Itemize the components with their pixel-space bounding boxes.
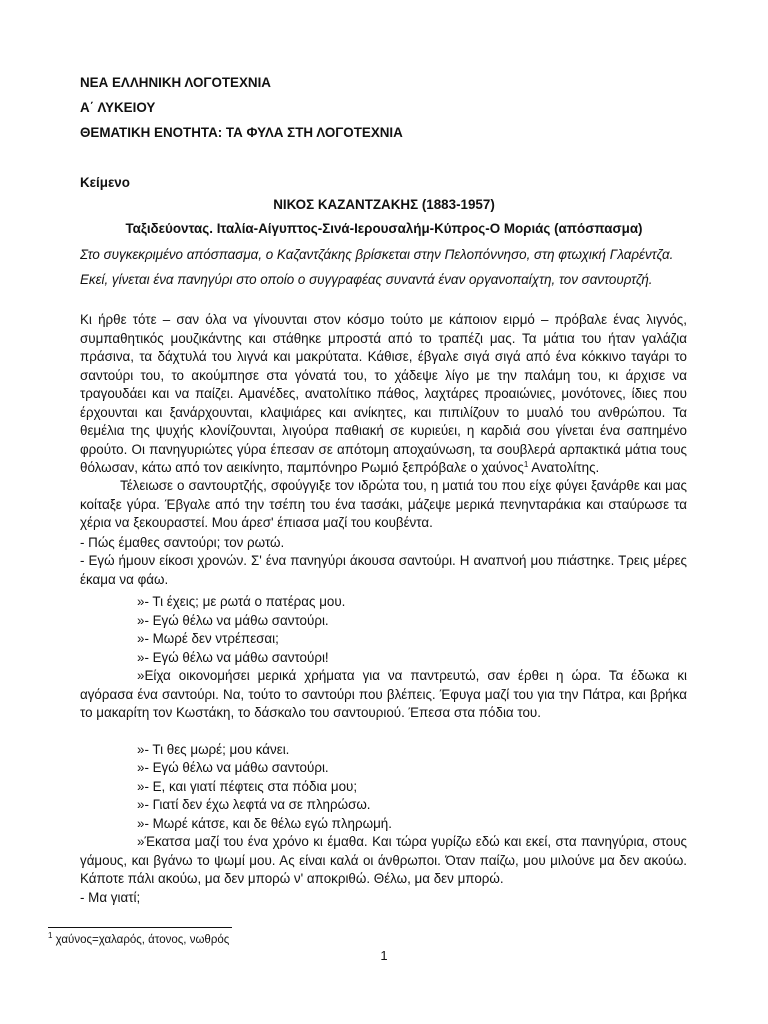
footnote [48, 933, 229, 947]
quote-line: »- Εγώ θέλω να μάθω σαντούρι. [137, 613, 329, 628]
quote-line: »- Μωρέ κάτσε, και δε θέλω εγώ πληρωμή. [137, 816, 392, 831]
quote-line: »- Γιατί δεν έχω λεφτά να σε πληρώσω. [137, 797, 371, 812]
section-label: Κείμενο [80, 175, 130, 190]
footnote-divider [48, 927, 232, 928]
quote-line: »- Εγώ θέλω να μάθω σαντούρι. [137, 760, 329, 775]
quote-line: »- Μωρέ δεν ντρέπεσαι; [137, 631, 279, 646]
paragraph-3: »Είχα οικονομήσει μερικά χρήματα για να παντρευτώ, σαν έρθει η ώρα. Τα έδωκα κι αγόρασα ένα σαντούρι. Να, τούτο το σαντούρι που βλέπεις. Έφυγα μαζί του για την Πάτρα, και βρήκα το μακαρίτη τον Κωστάκη, το δάσκαλο του σαντουριού. Έπεσα στα πόδια του. [80, 668, 687, 720]
author-heading: ΝΙΚΟΣ ΚΑΖΑΝΤΖΑΚΗΣ (1883-1957) [273, 197, 495, 212]
header-line-3: ΘΕΜΑΤΙΚΗ ΕΝΟΤΗΤΑ: ΤΑ ΦΥΛΑ ΣΤΗ ΛΟΓΟΤΕΧΝΙΑ [80, 125, 403, 140]
intro-line-1: Στο συγκεκριμένο απόσπασμα, ο Καζαντζάκης βρίσκεται στην Πελοπόννησο, στη φτωχική Γλαρέντζα. [80, 247, 674, 262]
quote-line: »- Ε, και γιατί πέφτεις στα πόδια μου; [137, 779, 358, 794]
dialogue-line-2: - Εγώ ήμουν είκοσι χρονών. Σ' ένα πανηγύρι άκουσα σαντούρι. Η αναπνοή μου πιάστηκε. Τρεις μέρες έκαμα να φάω. [80, 553, 687, 587]
quote-line: »- Εγώ θέλω να μάθω σαντούρι! [137, 650, 329, 665]
paragraph-1-end: Ανατολίτης. [528, 460, 600, 475]
header-line-1: ΝΕΑ ΕΛΛΗΝΙΚΗ ΛΟΓΟΤΕΧΝΙΑ [80, 75, 271, 90]
page-number: 1 [380, 948, 388, 963]
quote-line: »- Τι θες μωρέ; μου κάνει. [137, 742, 290, 757]
paragraph-4: »Έκατσα μαζί του ένα χρόνο κι έμαθα. Και τώρα γυρίζω εδώ και εκεί, στα πανηγύρια, στους γάμους, και βγάνω το ψωμί μου. Ας είναι καλά οι άνθρωποι. Όταν παίζω, μου μιλούνε μα δεν ακούω. Κάποτε πάλι ακούω, μα δεν μπορώ ν' αποκριθώ. Θέλω, μα δεν μπορώ. [80, 834, 687, 886]
paragraph-1-text: Κι ήρθε τότε – σαν όλα να γίνουνται στον κόσμο τούτο με κάποιον ειρμό – πρόβαλε ένας λιγνός, συμπαθητικός μουζικάντης και στάθηκε μπροστά από το τραπέζι μας. Τα μάτια του ήταν γαλάζια πράσινα, τα δάχτυλά του λιγνά και μακρύτατα. Κάθισε, έβγαλε σιγά σιγά από ένα κόκκινο ταγάρι το σαντούρι του, το ακούμπησε στα γόνατά του, το χάδεψε λίγο με την παλάμη του, κι άρχισε να τραγουδάει και να παίζει. Αμανέδες, ανατολίτικο πάθος, λαχτάρες προαιώνιες, μονότονες, ίδιες που έρχουνται και ξανάρχουνται, κλαψιάρες και ανίκητες, και πιπιλίζουν το μυαλό του ανθρώπου. Τα θεμέλια της ψυχής κλονίζουνται, λιγούρα παθιακή σε κυριεύει, η καρδιά σου γίνεται ένα σαπημένο φρούτο. Οι πανηγυριώτες γύρα έπεσαν σε απότομη αποχαύνωση, τα σουβλερά αρπακτικά μάτια τους θόλωσαν, κάτω από τον αεικίνητο, παμπόνηρο Ρωμιό ξεπρόβαλε ο χαύνος [80, 312, 687, 475]
paragraph-2: Τέλειωσε ο σαντουρτζής, σφούγγιξε τον ιδρώτα του, η ματιά του που είχε φύγει ξανάρθε και μας κοίταξε γύρα. Έβγαλε από την τσέπη του ένα τασάκι, μάζεψε μερικά πενηνταράκια και σταύρωσε τα χέρια να ξεκουραστεί. Μου άρεσ' έπιασα μαζί του κουβέντα. [80, 478, 687, 530]
last-dialogue-line: - Μα γιατί; [80, 890, 141, 905]
header-line-2: Α΄ ΛΥΚΕΙΟΥ [80, 100, 156, 115]
footnote-reference: 1 [523, 460, 529, 469]
work-title: Ταξιδεύοντας. Ιταλία-Αίγυπτος-Σινά-Ιερουσαλήμ-Κύπρος-Ο Μοριάς (απόσπασμα) [125, 221, 643, 236]
paragraph-1 [80, 311, 687, 478]
footnote-text: χαύνος=χαλαρός, άτονος, νωθρός [52, 934, 230, 946]
dialogue-line-1: - Πώς έμαθες σαντούρι; τον ρωτώ. [80, 535, 285, 550]
footnote-number: 1 [48, 931, 53, 940]
quote-line: »- Τι έχεις; με ρωτά ο πατέρας μου. [137, 594, 346, 609]
intro-line-2: Εκεί, γίνεται ένα πανηγύρι στο οποίο ο συγγραφέας συναντά έναν οργανοπαίχτη, τον σαντουρτζή. [80, 272, 653, 287]
